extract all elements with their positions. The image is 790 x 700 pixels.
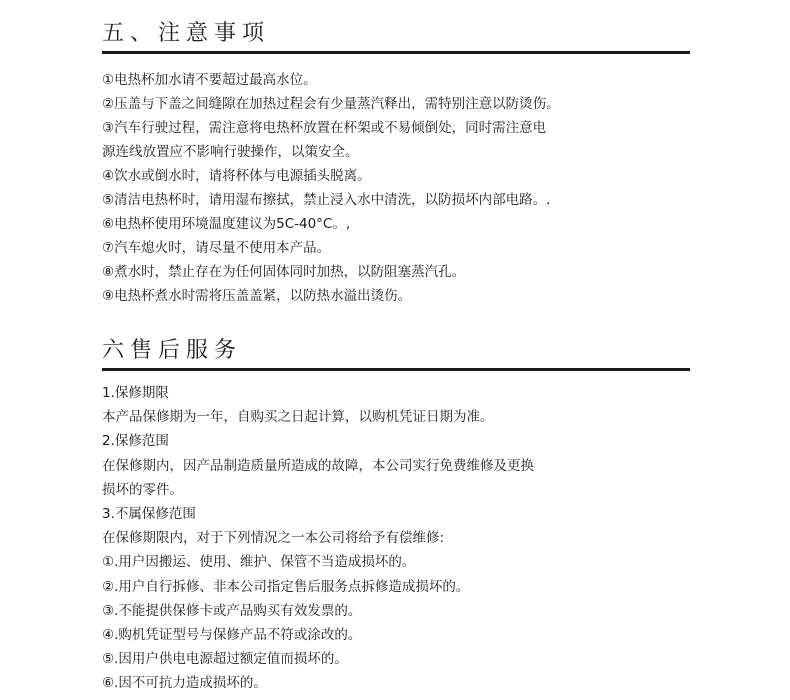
list-item: 在保修期内，因产品制造质量所造成的故障，本公司实行免费维修及更换 xyxy=(102,457,534,474)
list-item: ④饮水或倒水时，请将杯体与电源插头脱离。 xyxy=(102,168,371,184)
list-item: 本产品保修期为一年，自购买之日起计算，以购机凭证日期为准。 xyxy=(102,409,494,426)
list-item: ⑧煮水时，禁止存在为任何固体同时加热，以防阻塞蒸汽孔。 xyxy=(102,264,466,280)
subsection-title: 2.保修范围 xyxy=(102,433,169,450)
list-item: ②.用户自行拆修、非本公司指定售后服务点拆修造成损坏的。 xyxy=(102,578,470,595)
precautions-list xyxy=(102,68,690,308)
list-item: ①电热杯加水请不要超过最高水位。 xyxy=(102,72,317,88)
list-item: ⑤.因用户供电电源超过额定值而损坏的。 xyxy=(102,651,348,668)
subsection-title: 3.不属保修范围 xyxy=(102,505,196,522)
list-item: ③汽车行驶过程，需注意将电热杯放置在杯架或不易倾倒处，同时需注意电 xyxy=(102,120,547,136)
list-item: 在保修期限内，对于下列情况之一本公司将给予有偿维修: xyxy=(102,530,445,547)
list-item: ⑦汽车熄火时，请尽量不使用本产品。 xyxy=(102,240,331,256)
section-heading: 五、注意事项 xyxy=(102,21,271,46)
list-item: ①.用户因搬运、使用、维护、保管不当造成损坏的。 xyxy=(102,554,416,571)
list-item: 损坏的零件。 xyxy=(102,481,183,498)
heading-divider xyxy=(102,368,690,371)
after-sales-list xyxy=(102,381,690,695)
heading-divider xyxy=(102,51,690,54)
section-heading: 六售后服务 xyxy=(102,338,243,363)
list-item: ④.购机凭证型号与保修产品不符或涂改的。 xyxy=(102,626,362,643)
list-item: 源连线放置应不影响行驶操作，以策安全。 xyxy=(102,144,359,160)
after-sales-section xyxy=(102,336,690,695)
subsection-title: 1.保修期限 xyxy=(102,385,169,401)
list-item: ③.不能提供保修卡或产品购买有效发票的。 xyxy=(102,602,362,619)
list-item: ⑨电热杯煮水时需将压盖盖紧，以防热水溢出烫伤。 xyxy=(102,288,412,304)
precautions-section xyxy=(102,19,690,308)
list-item: ⑥.因不可抗力造成损坏的。 xyxy=(102,675,267,692)
list-item: ⑤清洁电热杯时，请用湿布擦拭，禁止浸入水中清洗，以防损坏内部电路。. xyxy=(102,192,551,208)
list-item: ⑥电热杯使用环境温度建议为5C-40°C。, xyxy=(102,216,351,232)
list-item: ②压盖与下盖之间缝隙在加热过程会有少量蒸汽释出，需特别注意以防烫伤。 xyxy=(102,96,560,112)
